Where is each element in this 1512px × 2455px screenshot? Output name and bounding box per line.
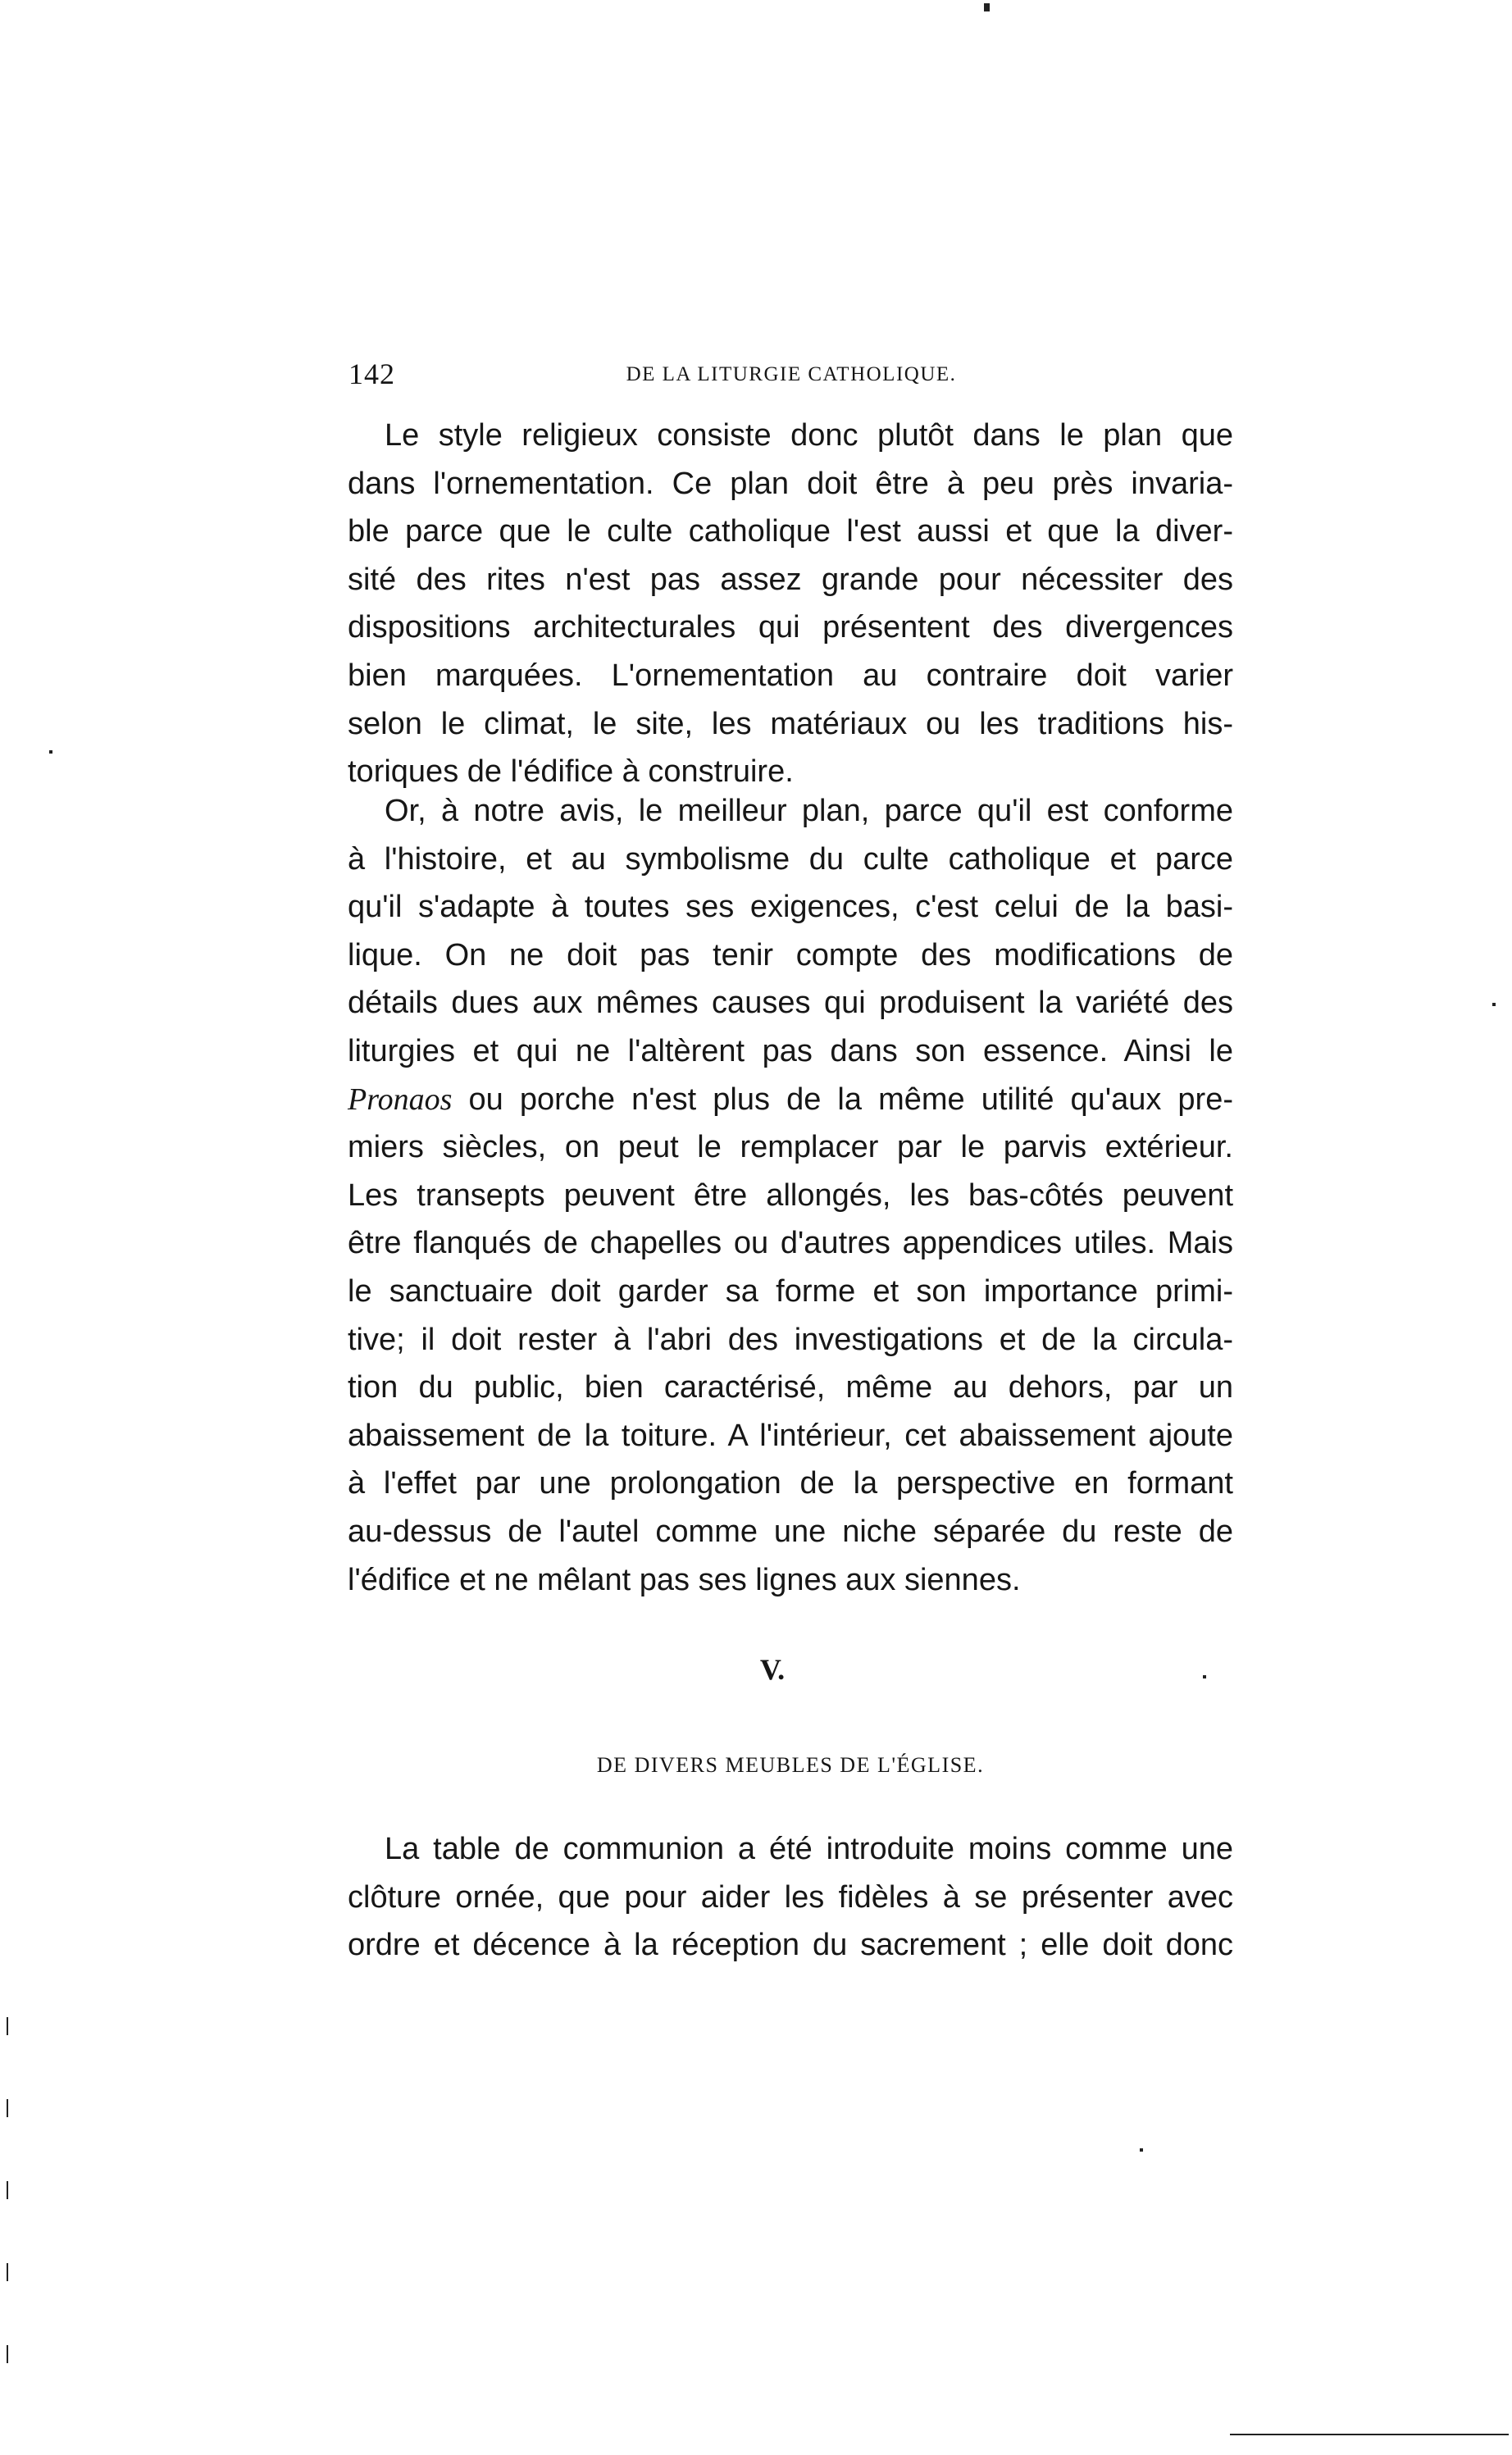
- section-number: V.: [759, 1653, 786, 1686]
- text-line: dans l'ornementation. Ce plan doit être à peu près invaria-: [348, 466, 1233, 501]
- text-line: abaissement de la toiture. A l'intérieur, cet abaissement ajoute: [348, 1418, 1233, 1453]
- paragraph-2: [348, 787, 1233, 1604]
- margin-mark: [7, 2263, 8, 2281]
- text-line: le sanctuaire doit garder sa forme et son importance primi-: [348, 1273, 1233, 1309]
- text-line: bien marquées. L'ornementation au contraire doit varier: [348, 658, 1233, 693]
- scan-speck: [49, 750, 52, 754]
- scan-speck: [1203, 1675, 1206, 1678]
- text-line: au-dessus de l'autel comme une niche séparée du reste de: [348, 1514, 1233, 1549]
- text-line: à l'histoire, et au symbolisme du culte catholique et parce: [348, 841, 1233, 877]
- text-line: ble parce que le culte catholique l'est aussi et que la diver-: [348, 514, 1233, 549]
- text-line: liturgies et qui ne l'altèrent pas dans son essence. Ainsi le: [348, 1033, 1233, 1068]
- text-line: sité des rites n'est pas assez grande pour nécessiter des: [348, 562, 1233, 597]
- running-title: DE LA LITURGIE CATHOLIQUE.: [626, 363, 957, 385]
- scan-speck: [1492, 1003, 1496, 1006]
- page-header: [348, 357, 1234, 398]
- text-line: Or, à notre avis, le meilleur plan, parce qu'il est conforme: [385, 794, 1233, 828]
- margin-mark: [7, 2017, 8, 2035]
- margin-mark: [1230, 2434, 1509, 2435]
- margin-mark: [7, 2345, 8, 2363]
- page-number: 142: [348, 358, 395, 390]
- text-line: détails dues aux mêmes causes qui produisent la variété des: [348, 986, 1233, 1021]
- text-line: Les transepts peuvent être allongés, les bas-côtés peuvent: [348, 1177, 1233, 1213]
- italic-term: Pronaos: [348, 1082, 453, 1117]
- text-line: tive; il doit rester à l'abri des investigations et de la circula-: [348, 1322, 1233, 1357]
- scan-speck: [984, 3, 990, 11]
- text-line: lique. On ne doit pas tenir compte des modifications de: [348, 937, 1233, 972]
- text-line: être flanqués de chapelles ou d'autres appendices utiles. Mais: [348, 1226, 1233, 1261]
- text-line-with-italic: [348, 1076, 1233, 1124]
- text-line: selon le climat, le site, les matériaux ou les traditions his-: [348, 706, 1233, 741]
- text-line: miers siècles, on peut le remplacer par le parvis extérieur.: [348, 1130, 1233, 1165]
- scan-speck: [1140, 2148, 1143, 2152]
- margin-mark: [7, 2181, 8, 2199]
- text-line: dispositions architecturales qui présentent des divergences: [348, 610, 1233, 645]
- text-line: à l'effet par une prolongation de la perspective en formant: [348, 1466, 1233, 1501]
- margin-mark: [7, 2099, 8, 2117]
- section-title: DE DIVERS MEUBLES DE L'ÉGLISE.: [596, 1753, 985, 1777]
- text-line: qu'il s'adapte à toutes ses exigences, c'est celui de la basi-: [348, 890, 1233, 925]
- text-line-rest: ou porche n'est plus de la même utilité qu'aux pre-: [468, 1082, 1233, 1117]
- section-paragraph: [348, 1825, 1233, 1970]
- text-line: toriques de l'édifice à construire.: [348, 754, 794, 790]
- text-line: Le style religieux consiste donc plutôt dans le plan que: [385, 418, 1233, 453]
- text-line: l'édifice et ne mêlant pas ses lignes aux siennes.: [348, 1562, 1021, 1597]
- text-line: tion du public, bien caractérisé, même au dehors, par un: [348, 1370, 1233, 1405]
- paragraph-1: [348, 412, 1233, 796]
- text-line: ordre et décence à la réception du sacrement ; elle doit donc: [348, 1928, 1233, 1963]
- text-line: La table de communion a été introduite moins comme une: [385, 1832, 1233, 1866]
- text-line: clôture ornée, que pour aider les fidèles à se présenter avec: [348, 1879, 1233, 1915]
